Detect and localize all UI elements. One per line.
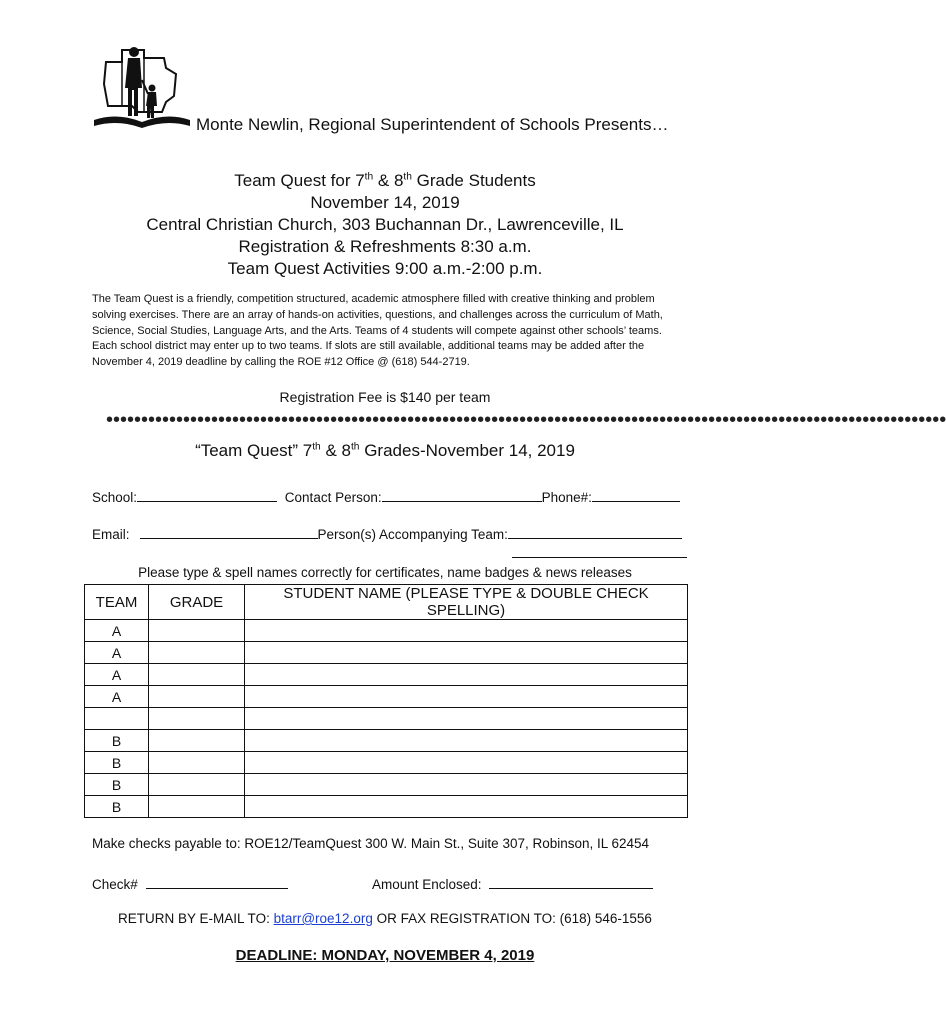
amount-row: [372, 874, 653, 892]
table-row: [85, 664, 688, 686]
student-name-cell[interactable]: [245, 752, 688, 774]
table-row: [85, 708, 688, 730]
accompany-field-second-line[interactable]: [512, 557, 687, 558]
check-number-field[interactable]: [146, 874, 288, 889]
phone-field[interactable]: [592, 487, 680, 502]
team-cell: A: [85, 620, 149, 642]
email-label: Email:: [92, 527, 130, 542]
accompany-label: Person(s) Accompanying Team:: [317, 527, 508, 542]
presenter-line: Monte Newlin, Regional Superintendent of Schools Presents…: [196, 115, 669, 134]
form-subtitle: “Team Quest” 7th & 8th Grades-November 14, 2019: [195, 441, 575, 460]
student-name-cell[interactable]: [245, 774, 688, 796]
team-header: TEAM: [85, 585, 149, 620]
activities-time: Team Quest Activities 9:00 a.m.-2:00 p.m.: [227, 259, 543, 278]
table-row: [85, 796, 688, 818]
grade-cell[interactable]: [149, 664, 245, 686]
return-instructions: RETURN BY E-MAIL TO: btarr@roe12.org OR FAX REGISTRATION TO: (618) 546-1556: [118, 911, 652, 926]
grade-cell[interactable]: [149, 686, 245, 708]
event-date: November 14, 2019: [310, 193, 460, 212]
team-cell: B: [85, 774, 149, 796]
amount-label: Amount Enclosed:: [372, 877, 482, 892]
checks-payable-line: Make checks payable to: ROE12/TeamQuest 300 W. Main St., Suite 307, Robinson, IL 62454: [92, 836, 650, 851]
team-cell: B: [85, 796, 149, 818]
check-label: Check#: [92, 877, 138, 892]
grade-cell[interactable]: [149, 796, 245, 818]
table-row: [85, 686, 688, 708]
student-name-cell[interactable]: [245, 730, 688, 752]
team-roster-table: [84, 584, 688, 818]
student-name-cell[interactable]: [245, 708, 688, 730]
grade-cell[interactable]: [149, 642, 245, 664]
contact-field[interactable]: [382, 487, 542, 502]
registration-fee: Registration Fee is $140 per team: [279, 389, 491, 405]
student-name-cell[interactable]: [245, 620, 688, 642]
event-location: Central Christian Church, 303 Buchannan Dr., Lawrenceville, IL: [146, 215, 624, 234]
student-name-cell[interactable]: [245, 642, 688, 664]
deadline: DEADLINE: MONDAY, NOVEMBER 4, 2019: [235, 947, 535, 964]
dotted-divider: ••••••••••••••••••••••••••••••••••••••••••••••••••••••••••••••••••••••••••••••••••••••••••••••••••••••••••••••••••••••••: [106, 409, 946, 431]
email-link[interactable]: btarr@roe12.org: [273, 911, 373, 926]
team-cell: [85, 708, 149, 730]
grade-cell[interactable]: [149, 730, 245, 752]
table-row: [85, 730, 688, 752]
email-field[interactable]: [140, 524, 318, 539]
table-header-row: [85, 585, 688, 620]
student-name-header: STUDENT NAME (PLEASE TYPE & DOUBLE CHECK SPELLING): [245, 585, 688, 620]
amount-field[interactable]: [489, 874, 653, 889]
grade-cell[interactable]: [149, 708, 245, 730]
grade-cell[interactable]: [149, 752, 245, 774]
table-row: [85, 774, 688, 796]
table-row: [85, 752, 688, 774]
school-contact-row: [92, 487, 680, 505]
spelling-note: Please type & spell names correctly for certificates, name badges & news releases: [138, 565, 632, 580]
team-cell: A: [85, 642, 149, 664]
contact-label: Contact Person:: [284, 490, 382, 505]
event-title: Team Quest for 7th & 8th Grade Students: [234, 171, 536, 190]
table-row: [85, 642, 688, 664]
team-cell: A: [85, 664, 149, 686]
grade-cell[interactable]: [149, 774, 245, 796]
grade-cell[interactable]: [149, 620, 245, 642]
accompany-field[interactable]: [508, 524, 682, 539]
student-name-cell[interactable]: [245, 664, 688, 686]
parent-child-map-book-logo-icon: [92, 40, 192, 128]
phone-label: Phone#:: [541, 490, 592, 505]
student-name-cell[interactable]: [245, 796, 688, 818]
team-cell: A: [85, 686, 149, 708]
team-cell: B: [85, 752, 149, 774]
event-description: The Team Quest is a friendly, competition structured, academic atmosphere filled with creative thinking and problem solving exercises. There are an array of hands-on activities, questions, and challenges across the curriculum of Math, Science, Social Studies, Language Arts, and the Arts. Teams of 4 students will compete against other schools’ teams. Each school district may enter up to two teams. If slots are still available, additional teams may be added after the November 4, 2019 deadline by calling the ROE #12 Office @ (618) 544-2719.: [92, 293, 663, 369]
check-number-row: [92, 874, 288, 892]
registration-time: Registration & Refreshments 8:30 a.m.: [238, 237, 532, 256]
school-field[interactable]: [137, 487, 277, 502]
team-cell: B: [85, 730, 149, 752]
grade-header: GRADE: [149, 585, 245, 620]
school-label: School:: [92, 490, 138, 505]
email-accompany-row: [92, 524, 682, 542]
table-row: [85, 620, 688, 642]
student-name-cell[interactable]: [245, 686, 688, 708]
